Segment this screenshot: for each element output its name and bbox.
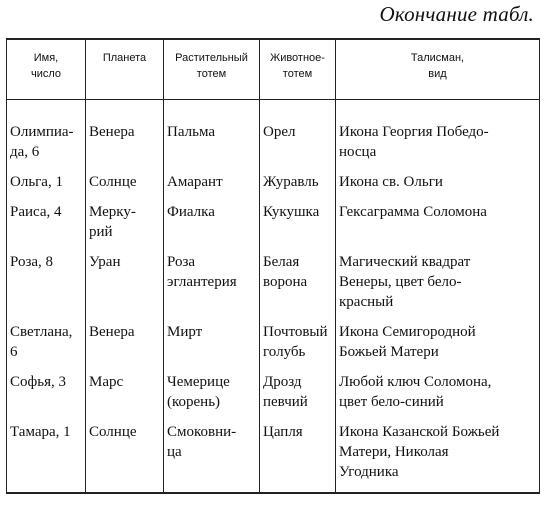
cell-plant-totem: Пальма <box>164 99 260 166</box>
cell-animal-totem: Дрозд певчий <box>260 366 336 416</box>
header-row <box>7 39 540 99</box>
cell-name: Софья, 3 <box>7 366 86 416</box>
cell-name: Тамара, 1 <box>7 416 86 493</box>
header-talisman: Талисман, вид <box>336 39 540 99</box>
cell-talisman: Любой ключ Соломона, цвет бело-синий <box>336 366 540 416</box>
table-caption: Окончание табл. <box>379 2 534 26</box>
cell-name: Роза, 8 <box>7 246 86 316</box>
cell-planet: Уран <box>86 246 164 316</box>
cell-animal-totem: Орел <box>260 99 336 166</box>
header-animal-totem: Животное- тотем <box>260 39 336 99</box>
cell-plant-totem: Чемерице (корень) <box>164 366 260 416</box>
cell-talisman: Гексаграмма Соломона <box>336 196 540 246</box>
cell-name: Светлана, 6 <box>7 316 86 366</box>
cell-talisman: Икона св. Ольги <box>336 166 540 196</box>
cell-planet: Мерку- рий <box>86 196 164 246</box>
cell-plant-totem: Смоковни- ца <box>164 416 260 493</box>
table-row <box>7 416 540 493</box>
cell-planet: Марс <box>86 366 164 416</box>
cell-planet: Солнце <box>86 166 164 196</box>
cell-animal-totem: Почтовый голубь <box>260 316 336 366</box>
cell-planet: Солнце <box>86 416 164 493</box>
cell-animal-totem: Цапля <box>260 416 336 493</box>
cell-talisman: Икона Георгия Победо- носца <box>336 99 540 166</box>
table-row <box>7 196 540 246</box>
cell-animal-totem: Журавль <box>260 166 336 196</box>
header-plant-totem: Растительный тотем <box>164 39 260 99</box>
cell-name: Олимпиа- да, 6 <box>7 99 86 166</box>
cell-plant-totem: Фиалка <box>164 196 260 246</box>
cell-talisman: Икона Казанской Божьей Матери, Николая Угодника <box>336 416 540 493</box>
cell-planet: Венера <box>86 99 164 166</box>
header-planet: Планета <box>86 39 164 99</box>
table-row <box>7 366 540 416</box>
table-row <box>7 246 540 316</box>
cell-talisman: Икона Семигородной Божьей Матери <box>336 316 540 366</box>
cell-name: Раиса, 4 <box>7 196 86 246</box>
cell-plant-totem: Мирт <box>164 316 260 366</box>
table-row <box>7 166 540 196</box>
talisman-table <box>6 38 540 494</box>
cell-plant-totem: Роза эглантерия <box>164 246 260 316</box>
cell-talisman: Магический квадрат Венеры, цвет бело- красный <box>336 246 540 316</box>
table-row <box>7 99 540 166</box>
cell-animal-totem: Кукушка <box>260 196 336 246</box>
cell-planet: Венера <box>86 316 164 366</box>
cell-plant-totem: Амарант <box>164 166 260 196</box>
cell-name: Ольга, 1 <box>7 166 86 196</box>
header-name-number: Имя, число <box>7 39 86 99</box>
table-row <box>7 316 540 366</box>
cell-animal-totem: Белая ворона <box>260 246 336 316</box>
